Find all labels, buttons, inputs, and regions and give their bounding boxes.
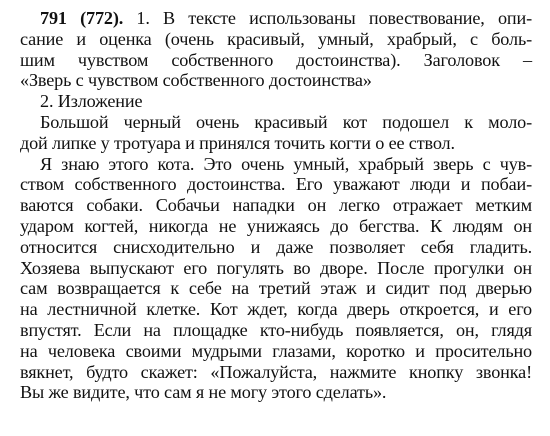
text-line-2: сание и оценка (очень красивый, умный, храбрый, с боль- [20,28,532,49]
text-line-9: ством собственного достоинства. Его уважают люди и побаи- [20,174,532,195]
text-line-12: относится снисходительно и даже позволяет себя гладить. [20,236,532,257]
text-line-11: ударом когтей, никогда не унижаясь до бегства. К людям он [20,215,532,236]
text-line-3: шим чувством собственного достоинства). Заголовок – [20,49,532,70]
text-line-6: Большой черный очень красивый кот подошел к моло- [40,111,532,132]
text-line-17: на человека своими мудрыми глазами, коротко и просительно [20,340,532,361]
text-line-14: сам возвращается к себе на третий этаж и сидит под дверью [20,278,532,299]
text-line-13: Хозяева выпускают его погулять во дворе. После прогулки он [20,257,532,278]
text-line-1 [20,8,532,29]
text-line-15: на лестничной клетке. Кот ждет, когда дверь откроется, и его [20,299,532,320]
text-line-18: вякнет, будто скажет: «Пожалуйста, нажмите кнопку звонка! [20,361,532,382]
text-line-7: дой липке у тротуара и принялся точить когти о ее ствол. [20,132,455,153]
section-heading: 2. Изложение [40,91,143,112]
exercise-number: 791 (772). [40,8,124,28]
text-line-1-content: 1. В тексте использованы повествование, опи- [123,8,532,28]
text-line-10: ваются собаки. Собачьи нападки он легко отражает метким [20,195,532,216]
text-line-8: Я знаю этого кота. Это очень умный, храбрый зверь с чув- [40,153,532,174]
exercise-text-block [20,8,532,403]
text-line-16: впустят. Если на площадке кто-нибудь появляется, он, глядя [20,319,532,340]
text-line-19: Вы же видите, что сам я не могу этого сделать». [20,382,387,403]
text-line-4: «Зверь с чувством собственного достоинства» [20,70,372,91]
